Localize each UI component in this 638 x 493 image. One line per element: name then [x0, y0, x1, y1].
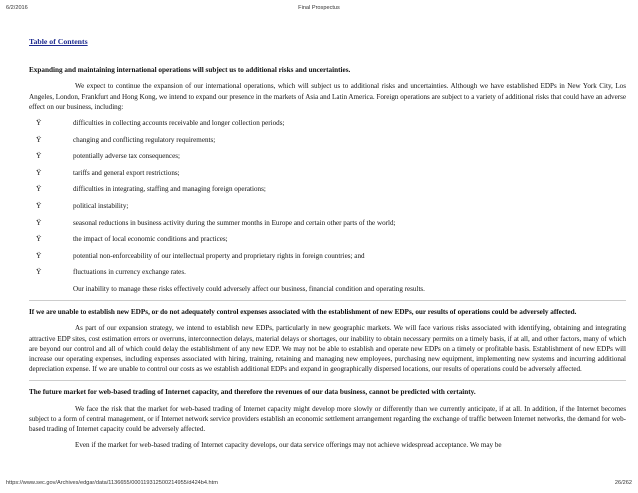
- bullet-icon: Ÿ: [36, 184, 42, 194]
- list-item: [29, 218, 626, 228]
- section-body-paragraph: As part of our expansion strategy, we intend to establish new EDPs, particularly in new geographic markets. We will face various risks associated with identifying, obtaining and integrating attractive EDP sites, cost estimation errors or overruns, interconnection delays, material delays or shortages, our inability to obtain necessary permits on a timely basis, if at all, and other factors, many of which are beyond our control and all of which could delay the establishment of any new EDP. We may not be able to establish and operate new EDPs on a timely or profitable basis. Establishment of new EDPs will increase our operating expenses, including expenses associated with hiring, training, retaining and managing new employees, purchasing new equipment, implementing new systems and incurring additional depreciation expense. If we are unable to control our costs as we establish additional EDPs and expand in geographically dispersed locations, our results of operations could be adversely affected.: [29, 324, 626, 374]
- list-item-text: fluctuations in currency exchange rates.: [73, 268, 186, 277]
- list-item: [29, 234, 626, 244]
- list-item: [29, 251, 626, 261]
- list-item-text: tariffs and general export restrictions;: [73, 168, 180, 177]
- section-body-paragraph-continued: Even if the market for web-based trading of Internet capacity develops, our data service offerings may not achieve widespread acceptance. We may be: [75, 441, 502, 450]
- bullet-icon: Ÿ: [36, 217, 42, 227]
- page-header: [6, 5, 632, 13]
- list-item: [29, 118, 626, 128]
- risk-list: [29, 118, 626, 278]
- header-date: 6/2/2016: [6, 5, 28, 11]
- bullet-icon: Ÿ: [36, 167, 42, 177]
- list-item-text: difficulties in collecting accounts receivable and longer collection periods;: [73, 119, 285, 128]
- document-body: [29, 37, 626, 456]
- list-item: [29, 201, 626, 211]
- list-item-text: potential non-enforceability of our intellectual property and proprietary rights in foreign countries; and: [73, 251, 365, 260]
- section-heading-international: Expanding and maintaining international operations will subject us to additional risks and uncertainties.: [29, 66, 351, 75]
- list-item-text: political instability;: [73, 201, 129, 210]
- section-body-paragraph: We face the risk that the market for web-based trading of Internet capacity might develop more slowly or differently than we currently anticipate, if at all. In addition, if the Internet becomes subject to a form of central management, or if Internet network service providers establish an economic settlement arrangement regarding the exchange of traffic between Internet networks, the demand for web-based trading of Internet capacity could be adversely affected.: [29, 404, 626, 433]
- section-divider: [29, 300, 626, 301]
- footer-url: https://www.sec.gov/Archives/edgar/data/1136655/000119312500214955/d424b4.htm: [6, 480, 218, 486]
- list-item: [29, 168, 626, 178]
- list-item: [29, 135, 626, 145]
- bullet-icon: Ÿ: [36, 118, 42, 128]
- bullet-icon: Ÿ: [36, 200, 42, 210]
- list-item: [29, 151, 626, 161]
- section-closing-paragraph: Our inability to manage these risks effectively could adversely affect our business, financial condition and operating results.: [73, 284, 425, 293]
- list-item-text: seasonal reductions in business activity during the summer months in Europe and certain other parts of the world;: [73, 218, 396, 227]
- list-item-text: changing and conflicting regulatory requirements;: [73, 135, 216, 144]
- bullet-icon: Ÿ: [36, 134, 42, 144]
- list-item-text: the impact of local economic conditions and practices;: [73, 235, 228, 244]
- footer-page-number: 26/262: [614, 480, 632, 486]
- section-intro-paragraph: We expect to continue the expansion of our international operations, which will subject us to additional risks and uncertainties. Although we have established EDPs in New York City, Los Angeles, London, Frankfurt and Hong Kong, we intend to expand our presence in the markets of Asia and Latin America. Foreign operations are subject to a variety of additional risks that could have an adverse effect on our business, including:: [29, 82, 626, 111]
- section-divider: [29, 380, 626, 381]
- bullet-icon: Ÿ: [36, 250, 42, 260]
- bullet-icon: Ÿ: [36, 151, 42, 161]
- section-heading-new-edps: If we are unable to establish new EDPs, or do not adequately control expenses associated with the establishment of new EDPs, our results of operations could be adversely affected.: [29, 308, 577, 317]
- section-heading-future-market: The future market for web-based trading of Internet capacity, and therefore the revenues of our data business, cannot be predicted with certainty.: [29, 388, 476, 397]
- list-item: [29, 267, 626, 277]
- page-footer: [6, 480, 632, 488]
- list-item-text: potentially adverse tax consequences;: [73, 152, 180, 161]
- header-title: Final Prospectus: [298, 5, 340, 11]
- bullet-icon: Ÿ: [36, 267, 42, 277]
- list-item: [29, 184, 626, 194]
- bullet-icon: Ÿ: [36, 234, 42, 244]
- table-of-contents-link[interactable]: Table of Contents: [29, 37, 88, 46]
- list-item-text: difficulties in integrating, staffing and managing foreign operations;: [73, 185, 266, 194]
